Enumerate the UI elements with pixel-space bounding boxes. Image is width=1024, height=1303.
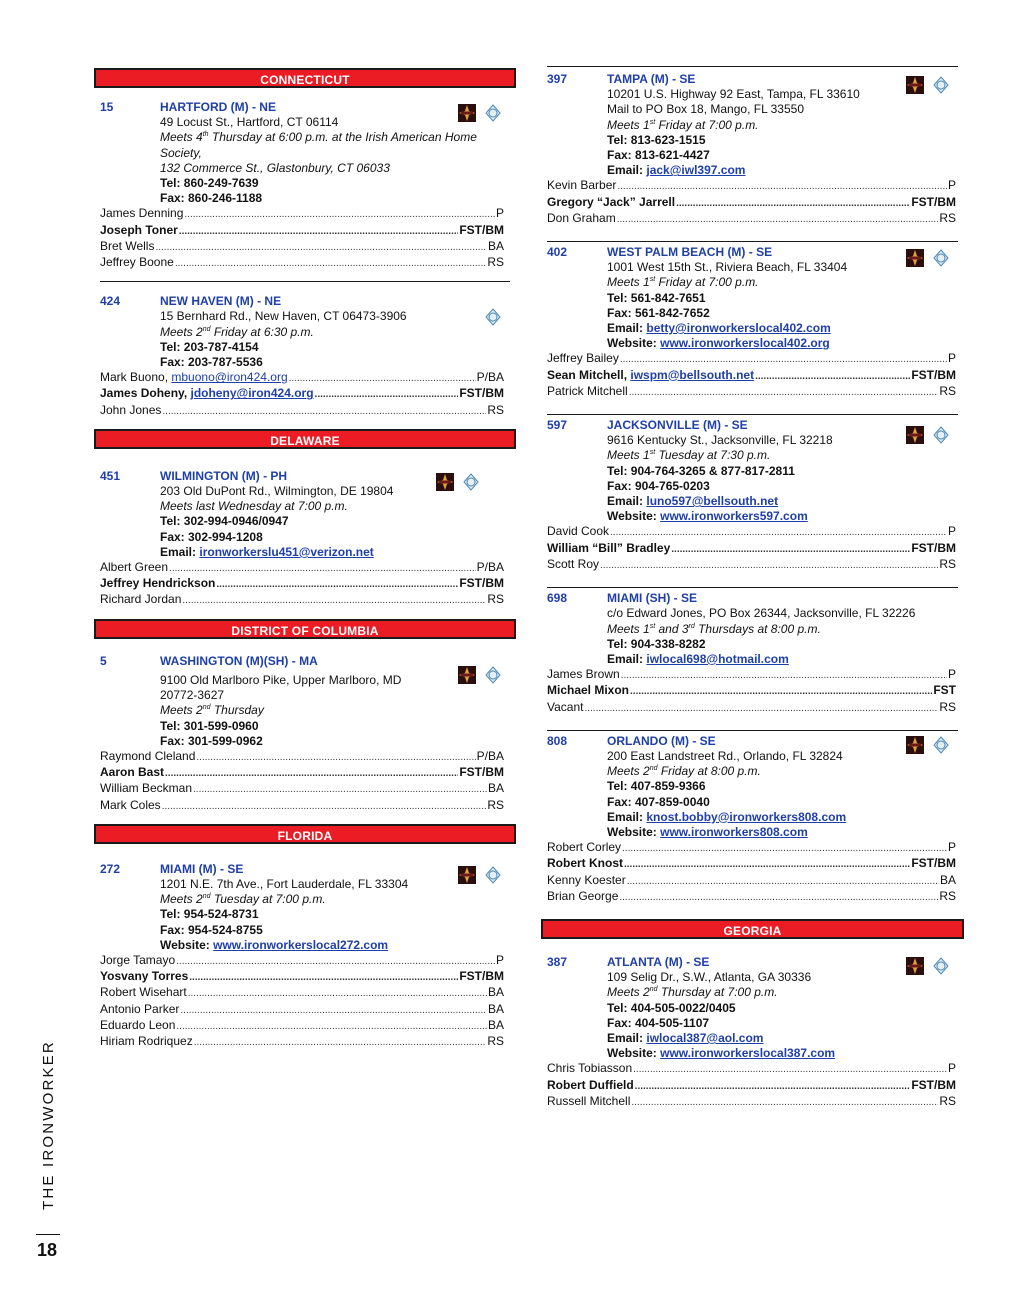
officer-list <box>547 351 956 400</box>
local-name: HARTFORD (M) - NE <box>160 100 276 114</box>
meeting-info: Meets 2nd Thursday at 7:00 p.m. <box>607 985 778 1000</box>
local-name: JACKSONVILLE (M) - SE <box>607 418 748 433</box>
meeting-info: Meets 2nd Tuesday at 7:00 p.m. <box>160 892 326 907</box>
fax: Fax: 561-842-7652 <box>607 305 710 320</box>
local-15 <box>94 100 516 271</box>
address: 9616 Kentucky St., Jacksonville, FL 32218 <box>607 433 833 448</box>
fax: Fax: 302-994-1208 <box>160 529 263 544</box>
address: 15 Bernhard Rd., New Haven, CT 06473-3906 <box>160 309 407 324</box>
local-number: 402 <box>547 245 568 260</box>
officer-email-link[interactable]: mbuono@iron424.org <box>171 370 288 385</box>
officer-row: Robert Wisehart ..... BA <box>100 985 504 1001</box>
email-link[interactable]: jack@iwl397.com <box>646 163 746 178</box>
local-icons <box>906 957 950 975</box>
email-link[interactable]: iwlocal698@hotmail.com <box>646 651 789 666</box>
officer-row: Mark Buono, mbuono@iron424.org ..... P/BA <box>100 370 504 386</box>
officer-list <box>547 667 956 716</box>
officer-row: Russell Mitchell ..... RS <box>547 1094 956 1110</box>
bacp-logo-icon <box>906 957 924 975</box>
email: Email: jack@iwl397.com <box>607 163 746 178</box>
publication-title: THE IRONWORKER <box>40 1040 57 1210</box>
address-line-2: 20772-3627 <box>160 688 225 703</box>
email-link[interactable]: ironworkerslu451@verizon.net <box>199 544 374 559</box>
right-column <box>541 66 964 1110</box>
meeting-info: Meets 2nd Friday at 6:30 p.m. <box>160 324 314 339</box>
phone: Tel: 813-623-1515 <box>607 132 706 147</box>
officer-row: Jeffrey Hendrickson ..... FST/BM <box>100 576 504 592</box>
website-link[interactable]: www.ironworkerslocal402.org <box>660 336 830 351</box>
meeting-info: Meets 2nd Friday at 8:00 p.m. <box>607 764 761 779</box>
email-link[interactable]: betty@ironworkerslocal402.com <box>646 321 831 336</box>
phone: Tel: 301-599-0960 <box>160 718 259 733</box>
divider <box>547 587 958 588</box>
address: 1001 West 15th St., Riviera Beach, FL 33404 <box>607 260 848 275</box>
officer-row: Robert Corley ..... P <box>547 840 956 856</box>
local-icons <box>906 736 950 754</box>
website-link[interactable]: www.ironworkers597.com <box>660 509 808 524</box>
email-link[interactable]: knost.bobby@ironworkers808.com <box>646 809 847 824</box>
page-number: 18 <box>37 1240 58 1260</box>
local-number: 808 <box>547 733 568 748</box>
address: 200 East Landstreet Rd., Orlando, FL 32824 <box>607 748 843 763</box>
officer-list <box>100 749 504 814</box>
address: c/o Edward Jones, PO Box 26344, Jacksonville, FL 32226 <box>607 606 916 621</box>
local-number: 387 <box>547 954 568 969</box>
fax: Fax: 203-787-5536 <box>160 355 263 370</box>
phone: Tel: 904-764-3265 & 877-817-2811 <box>607 463 795 478</box>
bacp-logo-icon <box>458 866 476 884</box>
officer-list <box>100 560 504 609</box>
officer-row: Jeffrey Bailey ..... P <box>547 351 956 367</box>
fax: Fax: 301-599-0962 <box>160 733 263 748</box>
email-link[interactable]: luno597@bellsouth.net <box>646 494 779 509</box>
website-link[interactable]: www.ironworkerslocal272.com <box>213 937 389 952</box>
local-number: 698 <box>547 591 568 606</box>
officer-row: David Cook ..... P <box>547 524 956 540</box>
mailing-address: Mail to PO Box 18, Mango, FL 33550 <box>607 102 804 117</box>
email: Email: knost.bobby@ironworkers808.com <box>607 809 847 824</box>
local-name: WASHINGTON (M)(SH) - MA <box>160 653 318 668</box>
officer-row: Robert Knost ..... FST/BM <box>547 856 956 872</box>
address: 10201 U.S. Highway 92 East, Tampa, FL 33610 <box>607 87 860 102</box>
union-seal-icon <box>462 473 480 491</box>
local-name: MIAMI (M) - SE <box>160 861 244 876</box>
phone: Tel: 954-524-8731 <box>160 907 259 922</box>
email: Email: betty@ironworkerslocal402.com <box>607 321 831 336</box>
local-name: MIAMI (SH) - SE <box>607 591 697 606</box>
officer-list <box>100 370 504 419</box>
local-272 <box>94 862 516 1050</box>
bacp-logo-icon <box>906 249 924 267</box>
local-name: TAMPA (M) - SE <box>607 72 696 86</box>
address: 203 Old DuPont Rd., Wilmington, DE 19804 <box>160 484 394 499</box>
officer-row: Robert Duffield ..... FST/BM <box>547 1078 956 1094</box>
website: Website: www.ironworkerslocal272.com <box>160 937 389 952</box>
local-name: ORLANDO (M) - SE <box>607 733 716 748</box>
officer-row: Yosvany Torres ..... FST/BM <box>100 969 504 985</box>
fax: Fax: 404-505-1107 <box>607 1015 710 1030</box>
fax: Fax: 954-524-8755 <box>160 922 263 937</box>
union-seal-icon <box>932 957 950 975</box>
meeting-info: Meets 1st and 3rd Thursdays at 8:00 p.m. <box>607 621 821 636</box>
local-808 <box>541 734 964 905</box>
phone: Tel: 302-994-0946/0947 <box>160 514 289 529</box>
officer-row: Antonio Parker ..... BA <box>100 1002 504 1018</box>
divider <box>36 1234 60 1235</box>
officer-row: Mark Coles ..... RS <box>100 798 504 814</box>
website: Website: www.ironworkerslocal387.com <box>607 1046 836 1061</box>
officer-row: Gregory “Jack” Jarrell ..... FST/BM <box>547 195 956 211</box>
union-seal-icon <box>484 866 502 884</box>
officer-row: Patrick Mitchell ..... RS <box>547 384 956 400</box>
divider <box>547 66 958 67</box>
state-header-florida: FLORIDA <box>94 824 516 844</box>
officer-row: Kenny Koester ..... BA <box>547 873 956 889</box>
meeting-info: Meets 2nd Thursday <box>160 703 264 718</box>
local-number: 424 <box>100 294 121 309</box>
officer-row: Scott Roy ..... RS <box>547 557 956 573</box>
officer-row: Chris Tobiasson ..... P <box>547 1061 956 1077</box>
local-number: 272 <box>100 861 121 876</box>
officer-row: James Doheny, jdoheny@iron424.org ..... FST/BM <box>100 386 504 402</box>
local-name: WEST PALM BEACH (M) - SE <box>607 245 773 260</box>
website: Website: www.ironworkerslocal402.org <box>607 336 830 351</box>
officer-row: Bret Wells ..... BA <box>100 239 504 255</box>
local-icons <box>458 666 502 684</box>
officer-email-link[interactable]: jdoheny@iron424.org <box>190 386 314 401</box>
phone: Tel: 203-787-4154 <box>160 339 259 354</box>
fax: Fax: 407-859-0040 <box>607 794 710 809</box>
officer-list <box>100 206 504 271</box>
local-397 <box>541 72 964 227</box>
officer-row: Aaron Bast ..... FST/BM <box>100 765 504 781</box>
local-5 <box>94 654 516 814</box>
fax: Fax: 904-765-0203 <box>607 478 710 493</box>
email: Email: ironworkerslu451@verizon.net <box>160 544 374 559</box>
divider <box>547 241 958 242</box>
local-icons <box>458 104 502 122</box>
local-387 <box>541 955 964 1110</box>
officer-row: Joseph Toner ..... FST/BM <box>100 223 504 239</box>
website-link[interactable]: www.ironworkers808.com <box>660 824 808 839</box>
bacp-logo-icon <box>458 104 476 122</box>
bacp-logo-icon <box>906 76 924 94</box>
officer-list <box>100 953 504 1050</box>
local-698 <box>541 591 964 716</box>
officer-row: Vacant ..... RS <box>547 700 956 716</box>
phone: Tel: 561-842-7651 <box>607 290 706 305</box>
local-icons <box>906 249 950 267</box>
state-header-connecticut: CONNECTICUT <box>94 68 516 88</box>
local-icons <box>906 76 950 94</box>
officer-row: William “Bill” Bradley ..... FST/BM <box>547 541 956 557</box>
meeting-info: Meets last Wednesday at 7:00 p.m. <box>160 499 348 514</box>
officer-row: Michael Mixon ..... FST <box>547 683 956 699</box>
officer-row: Sean Mitchell, iwspm@bellsouth.net ..... FST/BM <box>547 368 956 384</box>
local-451 <box>94 469 516 609</box>
phone: Tel: 404-505-0022/0405 <box>607 1000 736 1015</box>
website-link[interactable]: www.ironworkerslocal387.com <box>660 1046 836 1061</box>
phone: Tel: 860-249-7639 <box>160 176 259 191</box>
officer-row: Jeffrey Boone ..... RS <box>100 255 504 271</box>
address: 9100 Old Marlboro Pike, Upper Marlboro, MD <box>160 672 402 687</box>
officer-row: John Jones ..... RS <box>100 403 504 419</box>
local-number: 5 <box>100 653 107 668</box>
divider <box>547 730 958 731</box>
bacp-logo-icon <box>906 736 924 754</box>
phone: Tel: 407-859-9366 <box>607 779 706 794</box>
local-number: 397 <box>547 72 568 86</box>
local-icons <box>906 426 950 444</box>
local-number: 15 <box>100 100 114 114</box>
officer-list <box>547 178 956 227</box>
local-number: 451 <box>100 468 121 483</box>
local-icons <box>436 473 480 491</box>
officer-row: William Beckman ..... BA <box>100 781 504 797</box>
local-402 <box>541 245 964 400</box>
union-seal-icon <box>932 426 950 444</box>
local-number: 597 <box>547 418 568 433</box>
officer-list <box>547 524 956 573</box>
fax: Fax: 860-246-1188 <box>160 191 263 206</box>
union-seal-icon <box>484 666 502 684</box>
email: Email: iwlocal387@aol.com <box>607 1030 764 1045</box>
state-header-delaware: DELAWARE <box>94 429 516 449</box>
local-name: ATLANTA (M) - SE <box>607 954 710 969</box>
bacp-logo-icon <box>906 426 924 444</box>
bacp-logo-icon <box>436 473 454 491</box>
officer-row: Richard Jordan ..... RS <box>100 592 504 608</box>
officer-row: Brian George ..... RS <box>547 889 956 905</box>
officer-row: James Brown ..... P <box>547 667 956 683</box>
local-name: NEW HAVEN (M) - NE <box>160 294 282 309</box>
union-seal-icon <box>932 249 950 267</box>
officer-row: Albert Green ..... P/BA <box>100 560 504 576</box>
state-header-georgia: GEORGIA <box>541 919 964 939</box>
website: Website: www.ironworkers597.com <box>607 509 808 524</box>
officer-row: Jorge Tamayo ..... P <box>100 953 504 969</box>
union-seal-icon <box>932 736 950 754</box>
local-name: WILMINGTON (M) - PH <box>160 468 288 483</box>
officer-list <box>547 1061 956 1110</box>
officer-email-link[interactable]: iwspm@bellsouth.net <box>630 367 755 382</box>
email: Email: luno597@bellsouth.net <box>607 494 779 509</box>
meeting-location: 132 Commerce St., Glastonbury, CT 06033 <box>160 160 390 175</box>
local-424 <box>94 294 516 419</box>
address: 1201 N.E. 7th Ave., Fort Lauderdale, FL 33304 <box>160 876 409 891</box>
meeting-info: Meets 1st Friday at 7:00 p.m. <box>607 117 759 132</box>
meeting-info: Meets 1st Tuesday at 7:30 p.m. <box>607 448 771 463</box>
union-seal-icon <box>932 76 950 94</box>
address: 109 Selig Dr., S.W., Atlanta, GA 30336 <box>607 970 812 985</box>
officer-row: James Denning ..... P <box>100 206 504 222</box>
meeting-info: Meets 1st Friday at 7:00 p.m. <box>607 275 759 290</box>
officer-row: Hiriam Rodriquez ..... RS <box>100 1034 504 1050</box>
union-seal-icon <box>484 104 502 122</box>
state-header-district-of-columbia: DISTRICT OF COLUMBIA <box>94 619 516 639</box>
bacp-logo-icon <box>458 666 476 684</box>
divider <box>100 281 510 282</box>
phone: Tel: 904-338-8282 <box>607 636 706 651</box>
officer-row: Don Graham ..... RS <box>547 211 956 227</box>
officer-row: Eduardo Leon ..... BA <box>100 1018 504 1034</box>
email: Email: iwlocal698@hotmail.com <box>607 651 789 666</box>
email-link[interactable]: iwlocal387@aol.com <box>646 1030 764 1045</box>
officer-row: Kevin Barber ..... P <box>547 178 956 194</box>
meeting-info: Meets 4th Thursday at 6:00 p.m. at the Irish American Home Society, <box>160 130 477 160</box>
fax: Fax: 813-621-4427 <box>607 148 710 163</box>
union-seal-icon <box>484 308 502 326</box>
divider <box>547 414 958 415</box>
local-icons <box>484 308 502 326</box>
local-icons <box>458 866 502 884</box>
left-column <box>94 66 516 1050</box>
local-597 <box>541 418 964 573</box>
officer-list <box>547 840 956 905</box>
address: 49 Locust St., Hartford, CT 06114 <box>160 115 339 130</box>
website: Website: www.ironworkers808.com <box>607 824 808 839</box>
officer-row: Raymond Cleland ..... P/BA <box>100 749 504 765</box>
